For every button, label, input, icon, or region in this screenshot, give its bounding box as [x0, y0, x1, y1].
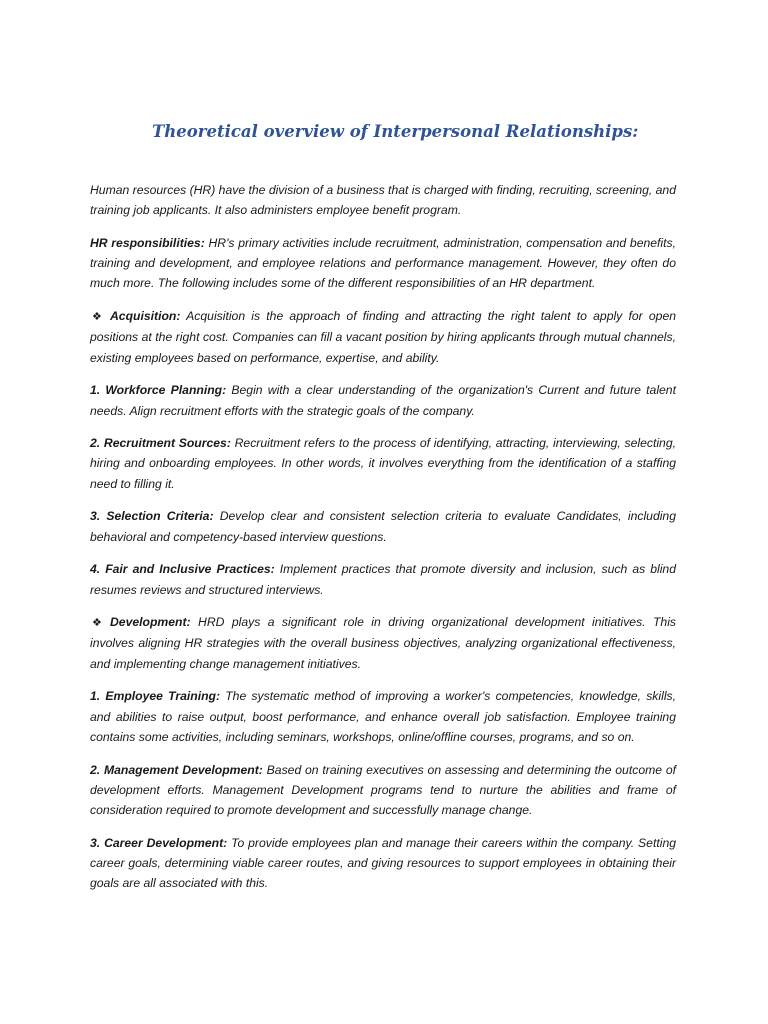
paragraph-text: The systematic method of improving a worker's competencies, knowledge, skills, and abilities to raise output, boost performance, and enhance overall job satisfaction. Employee training contains some activities, including seminars, workshops, online/offline courses, programs, and so on.: [90, 689, 677, 744]
paragraph-hr-responsibilities: [90, 233, 676, 294]
document-body: [90, 180, 676, 906]
paragraph-heading: 1. Employee Training:: [90, 689, 221, 704]
paragraph-text: HRD plays a significant role in driving organizational development initiatives. This involves aligning HR strategies with the overall business objectives, analyzing organizational effectiveness, and implementing change management initiatives.: [90, 615, 676, 671]
paragraph-heading: Acquisition:: [110, 309, 181, 324]
paragraph-acquisition: [90, 306, 676, 368]
paragraph-heading: 3. Career Development:: [90, 835, 228, 850]
paragraph-management-development: [90, 760, 676, 821]
paragraph-heading: HR responsibilities:: [90, 235, 205, 250]
paragraph-development: [90, 612, 676, 674]
page-title: Theoretical overview of Interpersonal Relationships:: [152, 122, 639, 141]
paragraph-text: Begin with a clear understanding of the organization's Current and future talent needs. Align recruitment efforts with the strategic goals of the company.: [90, 383, 676, 418]
paragraph-heading: Development:: [110, 615, 191, 630]
paragraph-recruitment-sources: [90, 433, 676, 494]
paragraph-fair-inclusive-practices: [90, 559, 676, 600]
diamond-bullet-icon: ❖: [92, 617, 102, 630]
paragraph-text: Recruitment refers to the process of identifying, attracting, interviewing, selecting, hiring and onboarding employees. In other words, it involves everything from the identification of a staffing need to filling it.: [90, 436, 676, 491]
paragraph-heading: 2. Recruitment Sources:: [90, 436, 231, 451]
paragraph-employee-training: [90, 686, 676, 747]
paragraph-heading: 1. Workforce Planning:: [90, 383, 227, 398]
paragraph-heading: 4. Fair and Inclusive Practices:: [90, 562, 275, 577]
paragraph-text: To provide employees plan and manage their careers within the company. Setting career goals, determining viable career routes, and giving resources to support employees in obtaining their goals are all associated with this.: [90, 835, 676, 891]
diamond-bullet-icon: ❖: [92, 311, 102, 324]
paragraph-text: Acquisition is the approach of finding and attracting the right talent to apply for open positions at the right cost. Companies can fill a vacant position by hiring applicants through mutual channels, existing employees based on performance, expertise, and ability.: [90, 309, 676, 365]
intro-text: Human resources (HR) have the division of a business that is charged with finding, recruiting, screening, and training job applicants. It also administers employee benefit program.: [90, 183, 676, 218]
paragraph-text: Develop clear and consistent selection criteria to evaluate Candidates, including behavioral and competency-based interview questions.: [90, 509, 676, 544]
intro-paragraph: [90, 180, 676, 221]
paragraph-text: Based on training executives on assessing and determining the outcome of development efforts. Management Development programs tend to nurture the abilities and frame of consideration required to promote development and successfully manage change.: [90, 762, 676, 818]
paragraph-workforce-planning: [90, 380, 676, 421]
paragraph-selection-criteria: [90, 506, 676, 547]
paragraph-text: HR's primary activities include recruitment, administration, compensation and benefits, training and development, and employee relations and performance management. However, they often do much more. The following includes some of the different responsibilities of an HR department.: [90, 235, 676, 291]
paragraph-heading: 3. Selection Criteria:: [90, 509, 214, 524]
paragraph-text: Implement practices that promote diversity and inclusion, such as blind resumes reviews and structured interviews.: [90, 562, 676, 597]
paragraph-heading: 2. Management Development:: [90, 762, 263, 777]
paragraph-career-development: [90, 833, 676, 894]
